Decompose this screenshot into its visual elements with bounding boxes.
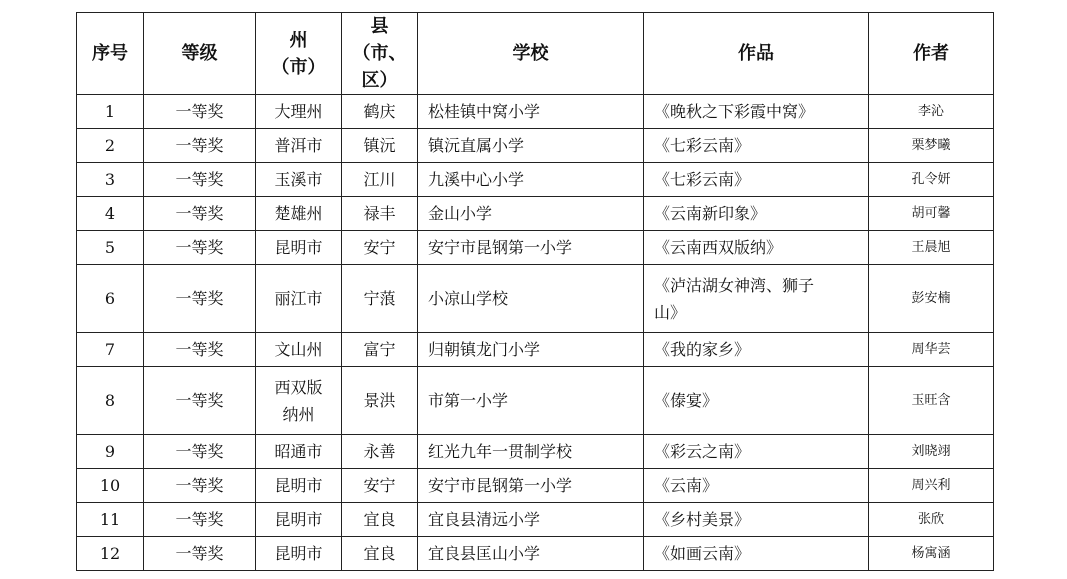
cell-level: 一等奖 (144, 265, 256, 333)
cell-author: 彭安楠 (869, 265, 994, 333)
table-row (77, 469, 994, 503)
cell-school: 宜良县清远小学 (418, 503, 644, 537)
cell-author: 王晨旭 (869, 231, 994, 265)
cell-level: 一等奖 (144, 333, 256, 367)
header-prefecture-line2: （市） (271, 56, 326, 78)
cell-level: 一等奖 (144, 435, 256, 469)
cell-county: 禄丰 (342, 197, 418, 231)
cell-school: 安宁市昆钢第一小学 (418, 231, 644, 265)
table-row (77, 265, 994, 333)
cell-school: 市第一小学 (418, 367, 644, 435)
cell-school: 松桂镇中窝小学 (418, 95, 644, 129)
cell-level: 一等奖 (144, 367, 256, 435)
table-row (77, 503, 994, 537)
header-county-line1: 县（市、 (352, 16, 407, 64)
table-row (77, 197, 994, 231)
cell-county: 景洪 (342, 367, 418, 435)
cell-level: 一等奖 (144, 95, 256, 129)
header-school: 学校 (418, 13, 644, 95)
header-county-line2: 区） (361, 70, 398, 91)
table-row (77, 367, 994, 435)
cell-prefecture: 大理州 (256, 95, 342, 129)
cell-prefecture: 楚雄州 (256, 197, 342, 231)
cell-author: 杨寓涵 (869, 537, 994, 571)
cell-author: 李沁 (869, 95, 994, 129)
cell-school: 九溪中心小学 (418, 163, 644, 197)
cell-work: 《如画云南》 (644, 537, 869, 571)
cell-county: 永善 (342, 435, 418, 469)
cell-county: 安宁 (342, 231, 418, 265)
cell-prefecture: 文山州 (256, 333, 342, 367)
cell-work: 《云南西双版纳》 (644, 231, 869, 265)
cell-num: 8 (77, 367, 144, 435)
cell-level: 一等奖 (144, 469, 256, 503)
cell-author: 刘晓翊 (869, 435, 994, 469)
cell-num: 5 (77, 231, 144, 265)
cell-prefecture: 昆明市 (256, 231, 342, 265)
header-county (342, 13, 418, 95)
cell-num: 1 (77, 95, 144, 129)
table-row (77, 129, 994, 163)
cell-prefecture: 昆明市 (256, 537, 342, 571)
cell-prefecture-line1: 西双版 (274, 377, 323, 397)
cell-work: 《七彩云南》 (644, 129, 869, 163)
cell-school: 镇沅直属小学 (418, 129, 644, 163)
cell-school: 小凉山学校 (418, 265, 644, 333)
cell-num: 11 (77, 503, 144, 537)
header-prefecture-line1: 州 (289, 29, 308, 51)
cell-prefecture: 昆明市 (256, 469, 342, 503)
cell-num: 10 (77, 469, 144, 503)
table-row (77, 537, 994, 571)
cell-work: 《晚秋之下彩霞中窝》 (644, 95, 869, 129)
cell-prefecture (256, 367, 342, 435)
cell-work: 《傣宴》 (644, 367, 869, 435)
cell-county: 镇沅 (342, 129, 418, 163)
table-row (77, 231, 994, 265)
cell-author: 张欣 (869, 503, 994, 537)
header-author: 作者 (869, 13, 994, 95)
cell-prefecture-line2: 纳州 (282, 404, 315, 424)
cell-work: 《云南》 (644, 469, 869, 503)
cell-school: 宜良县匡山小学 (418, 537, 644, 571)
cell-author: 孔令妍 (869, 163, 994, 197)
cell-county: 宜良 (342, 537, 418, 571)
header-row (77, 13, 994, 95)
header-level: 等级 (144, 13, 256, 95)
cell-work (644, 265, 869, 333)
cell-work: 《乡村美景》 (644, 503, 869, 537)
cell-author: 玉旺含 (869, 367, 994, 435)
cell-num: 6 (77, 265, 144, 333)
cell-school: 红光九年一贯制学校 (418, 435, 644, 469)
cell-school: 金山小学 (418, 197, 644, 231)
cell-num: 12 (77, 537, 144, 571)
cell-prefecture: 玉溪市 (256, 163, 342, 197)
cell-school: 归朝镇龙门小学 (418, 333, 644, 367)
cell-prefecture: 昭通市 (256, 435, 342, 469)
table-row (77, 95, 994, 129)
cell-num: 7 (77, 333, 144, 367)
cell-level: 一等奖 (144, 231, 256, 265)
cell-author: 周兴利 (869, 469, 994, 503)
cell-author: 周华芸 (869, 333, 994, 367)
cell-level: 一等奖 (144, 163, 256, 197)
header-num: 序号 (77, 13, 144, 95)
cell-level: 一等奖 (144, 197, 256, 231)
awards-table (76, 12, 994, 571)
cell-prefecture: 丽江市 (256, 265, 342, 333)
cell-author: 胡可馨 (869, 197, 994, 231)
cell-prefecture: 昆明市 (256, 503, 342, 537)
table-row (77, 163, 994, 197)
cell-county: 鹤庆 (342, 95, 418, 129)
cell-level: 一等奖 (144, 129, 256, 163)
table-row (77, 435, 994, 469)
cell-county: 江川 (342, 163, 418, 197)
cell-work: 《我的家乡》 (644, 333, 869, 367)
cell-county: 宁蒗 (342, 265, 418, 333)
cell-school: 安宁市昆钢第一小学 (418, 469, 644, 503)
cell-num: 3 (77, 163, 144, 197)
cell-county: 富宁 (342, 333, 418, 367)
cell-level: 一等奖 (144, 503, 256, 537)
header-prefecture (256, 13, 342, 95)
cell-county: 安宁 (342, 469, 418, 503)
cell-work: 《七彩云南》 (644, 163, 869, 197)
cell-work: 《云南新印象》 (644, 197, 869, 231)
cell-work-line1: 《泸沽湖女神湾、狮子 (654, 275, 815, 295)
cell-county: 宜良 (342, 503, 418, 537)
cell-num: 4 (77, 197, 144, 231)
cell-work-line2: 山》 (654, 302, 687, 322)
cell-num: 2 (77, 129, 144, 163)
cell-prefecture: 普洱市 (256, 129, 342, 163)
header-work: 作品 (644, 13, 869, 95)
cell-num: 9 (77, 435, 144, 469)
cell-work: 《彩云之南》 (644, 435, 869, 469)
table-row (77, 333, 994, 367)
cell-author: 栗梦曦 (869, 129, 994, 163)
cell-level: 一等奖 (144, 537, 256, 571)
